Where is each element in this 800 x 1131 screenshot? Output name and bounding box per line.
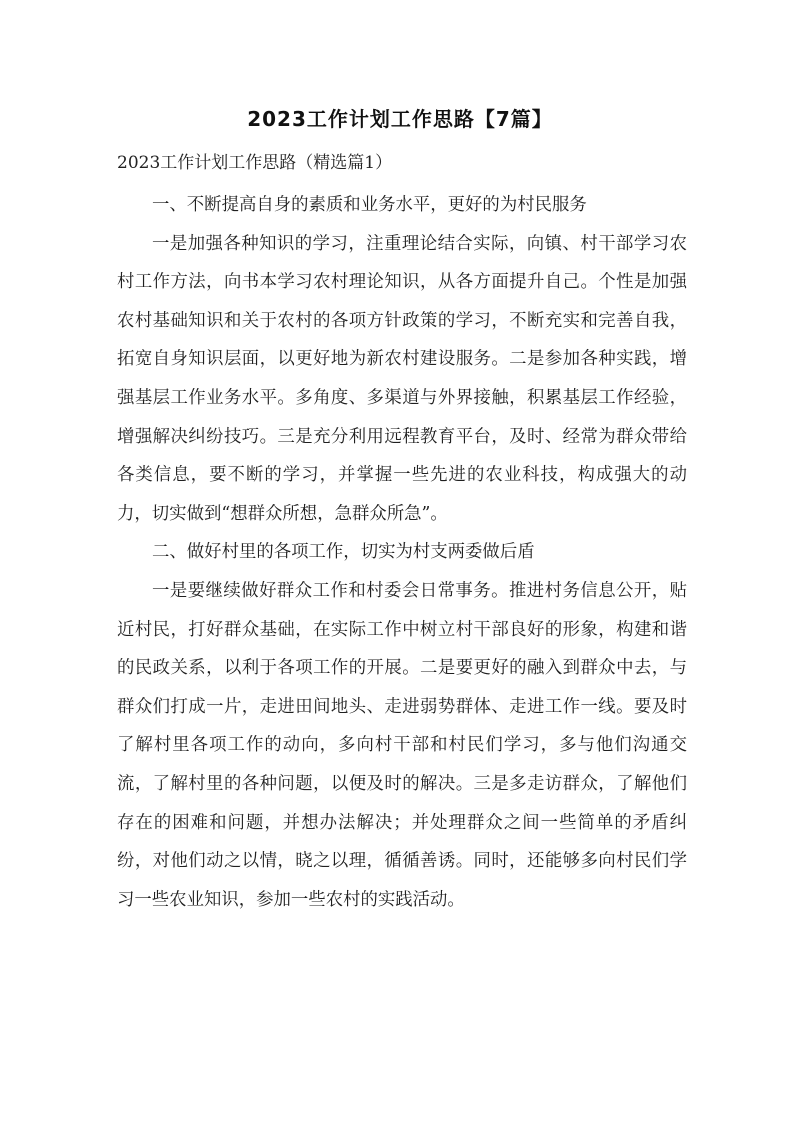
body-paragraph-1: 一是加强各种知识的学习，注重理论结合实际，向镇、村干部学习农村工作方法，向书本学习农村理论知识，从各方面提升自己。个性是加强农村基础知识和关于农村的各项方针政策的学习，不断充实和完善自我，拓宽自身知识层面，以更好地为新农村建设服务。二是参加各种实践，增强基层工作业务水平。多角度、多渠道与外界接触，积累基层工作经验，增强解决纠纷技巧。三是充分利用远程教育平台，及时、经常为群众带给各类信息，要不断的学习，并掌握一些先进的农业科技，构成强大的动力，切实做到“想群众所想，急群众所急”。 — [117, 233, 687, 524]
document-body — [117, 186, 687, 919]
body-paragraph-2: 一是要继续做好群众工作和村委会日常事务。推进村务信息公开，贴近村民，打好群众基础，在实际工作中树立村干部良好的形象，构建和谐的民政关系，以利于各项工作的开展。二是要更好的融入到群众中去，与群众们打成一片，走进田间地头、走进弱势群体、走进工作一线。要及时了解村里各项工作的动向，多向村干部和村民们学习，多与他们沟通交流，了解村里的各种问题，以便及时的解决。三是多走访群众，了解他们存在的困难和问题，并想办法解决；并处理群众之间一些简单的矛盾纠纷，对他们动之以情，晓之以理，循循善诱。同时，还能够多向村民们学习一些农业知识，参加一些农村的实践活动。 — [117, 580, 687, 910]
document-subtitle: 2023工作计划工作思路（精选篇1） — [117, 153, 393, 173]
section-heading-2: 二、做好村里的各项工作，切实为村支两委做后盾 — [152, 542, 535, 563]
section-heading-1: 一、不断提高自身的素质和业务水平，更好的为村民服务 — [152, 195, 587, 215]
document-title: 2023工作计划工作思路【7篇】 — [247, 107, 553, 131]
